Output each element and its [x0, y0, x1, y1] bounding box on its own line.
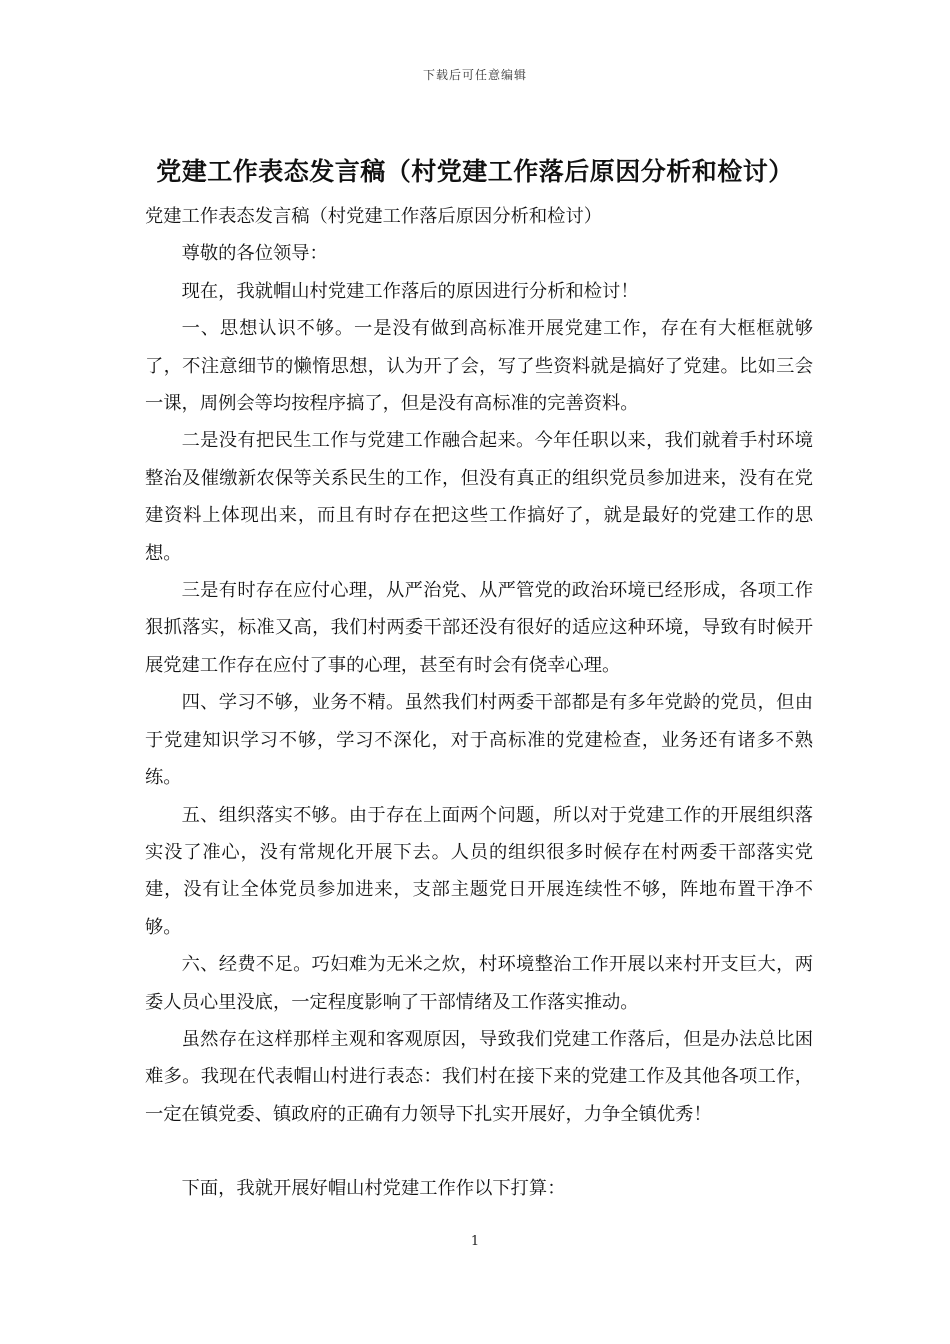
- salutation: 尊敬的各位领导：: [181, 243, 328, 265]
- paragraph: 一、思想认识不够。一是没有做到高标准开展党建工作，存在有大框框就够了，不注意细节的懒惰思想，认为开了会，写了些资料就是搞好了党建。比如三会一课，周例会等均按程序搞了，但是没有高标准的完善资料。: [145, 318, 813, 415]
- paragraph: 五、组织落实不够。由于存在上面两个问题，所以对于党建工作的开展组织落实没了准心，没有常规化开展下去。人员的组织很多时候存在村两委干部落实党建，没有让全体党员参加进来，支部主题党日开展连续性不够，阵地布置干净不够。: [145, 804, 813, 938]
- document-title: 党建工作表态发言稿（村党建工作落后原因分析和检讨）: [156, 157, 794, 186]
- paragraph: 现在，我就帽山村党建工作落后的原因进行分析和检讨！: [181, 280, 639, 302]
- paragraph: 虽然存在这样那样主观和客观原因，导致我们党建工作落后，但是办法总比困难多。我现在代表帽山村进行表态：我们村在接下来的党建工作及其他各项工作，一定在镇党委、镇政府的正确有力领导下扎实开展好，力争全镇优秀！: [145, 1028, 813, 1125]
- page-number: 1: [470, 1234, 480, 1249]
- paragraph: 四、学习不够，业务不精。虽然我们村两委干部都是有多年党龄的党员，但由于党建知识学习不够，学习不深化，对于高标准的党建检查，业务还有诸多不熟练。: [145, 692, 813, 789]
- paragraph: 六、经费不足。巧妇难为无米之炊，村环境整治工作开展以来村开支巨大，两委人员心里没底，一定程度影响了干部情绪及工作落实推动。: [145, 954, 813, 1013]
- document-body: [145, 198, 813, 1208]
- paragraph: 下面，我就开展好帽山村党建工作作以下打算：: [181, 1178, 566, 1200]
- header-note: 下载后可任意编辑: [422, 68, 527, 82]
- paragraph: 二是没有把民生工作与党建工作融合起来。今年任职以来，我们就着手村环境整治及催缴新农保等关系民生的工作，但没有真正的组织党员参加进来，没有在党建资料上体现出来，而且有时存在把这些工作搞好了，就是最好的党建工作的思想。: [145, 430, 813, 564]
- paragraph: 三是有时存在应付心理，从严治党、从严管党的政治环境已经形成，各项工作狠抓落实，标准又高，我们村两委干部还没有很好的适应这种环境，导致有时候开展党建工作存在应付了事的心理，甚至有时会有侥幸心理。: [145, 580, 813, 676]
- document-subtitle: 党建工作表态发言稿（村党建工作落后原因分析和检讨）: [145, 206, 603, 227]
